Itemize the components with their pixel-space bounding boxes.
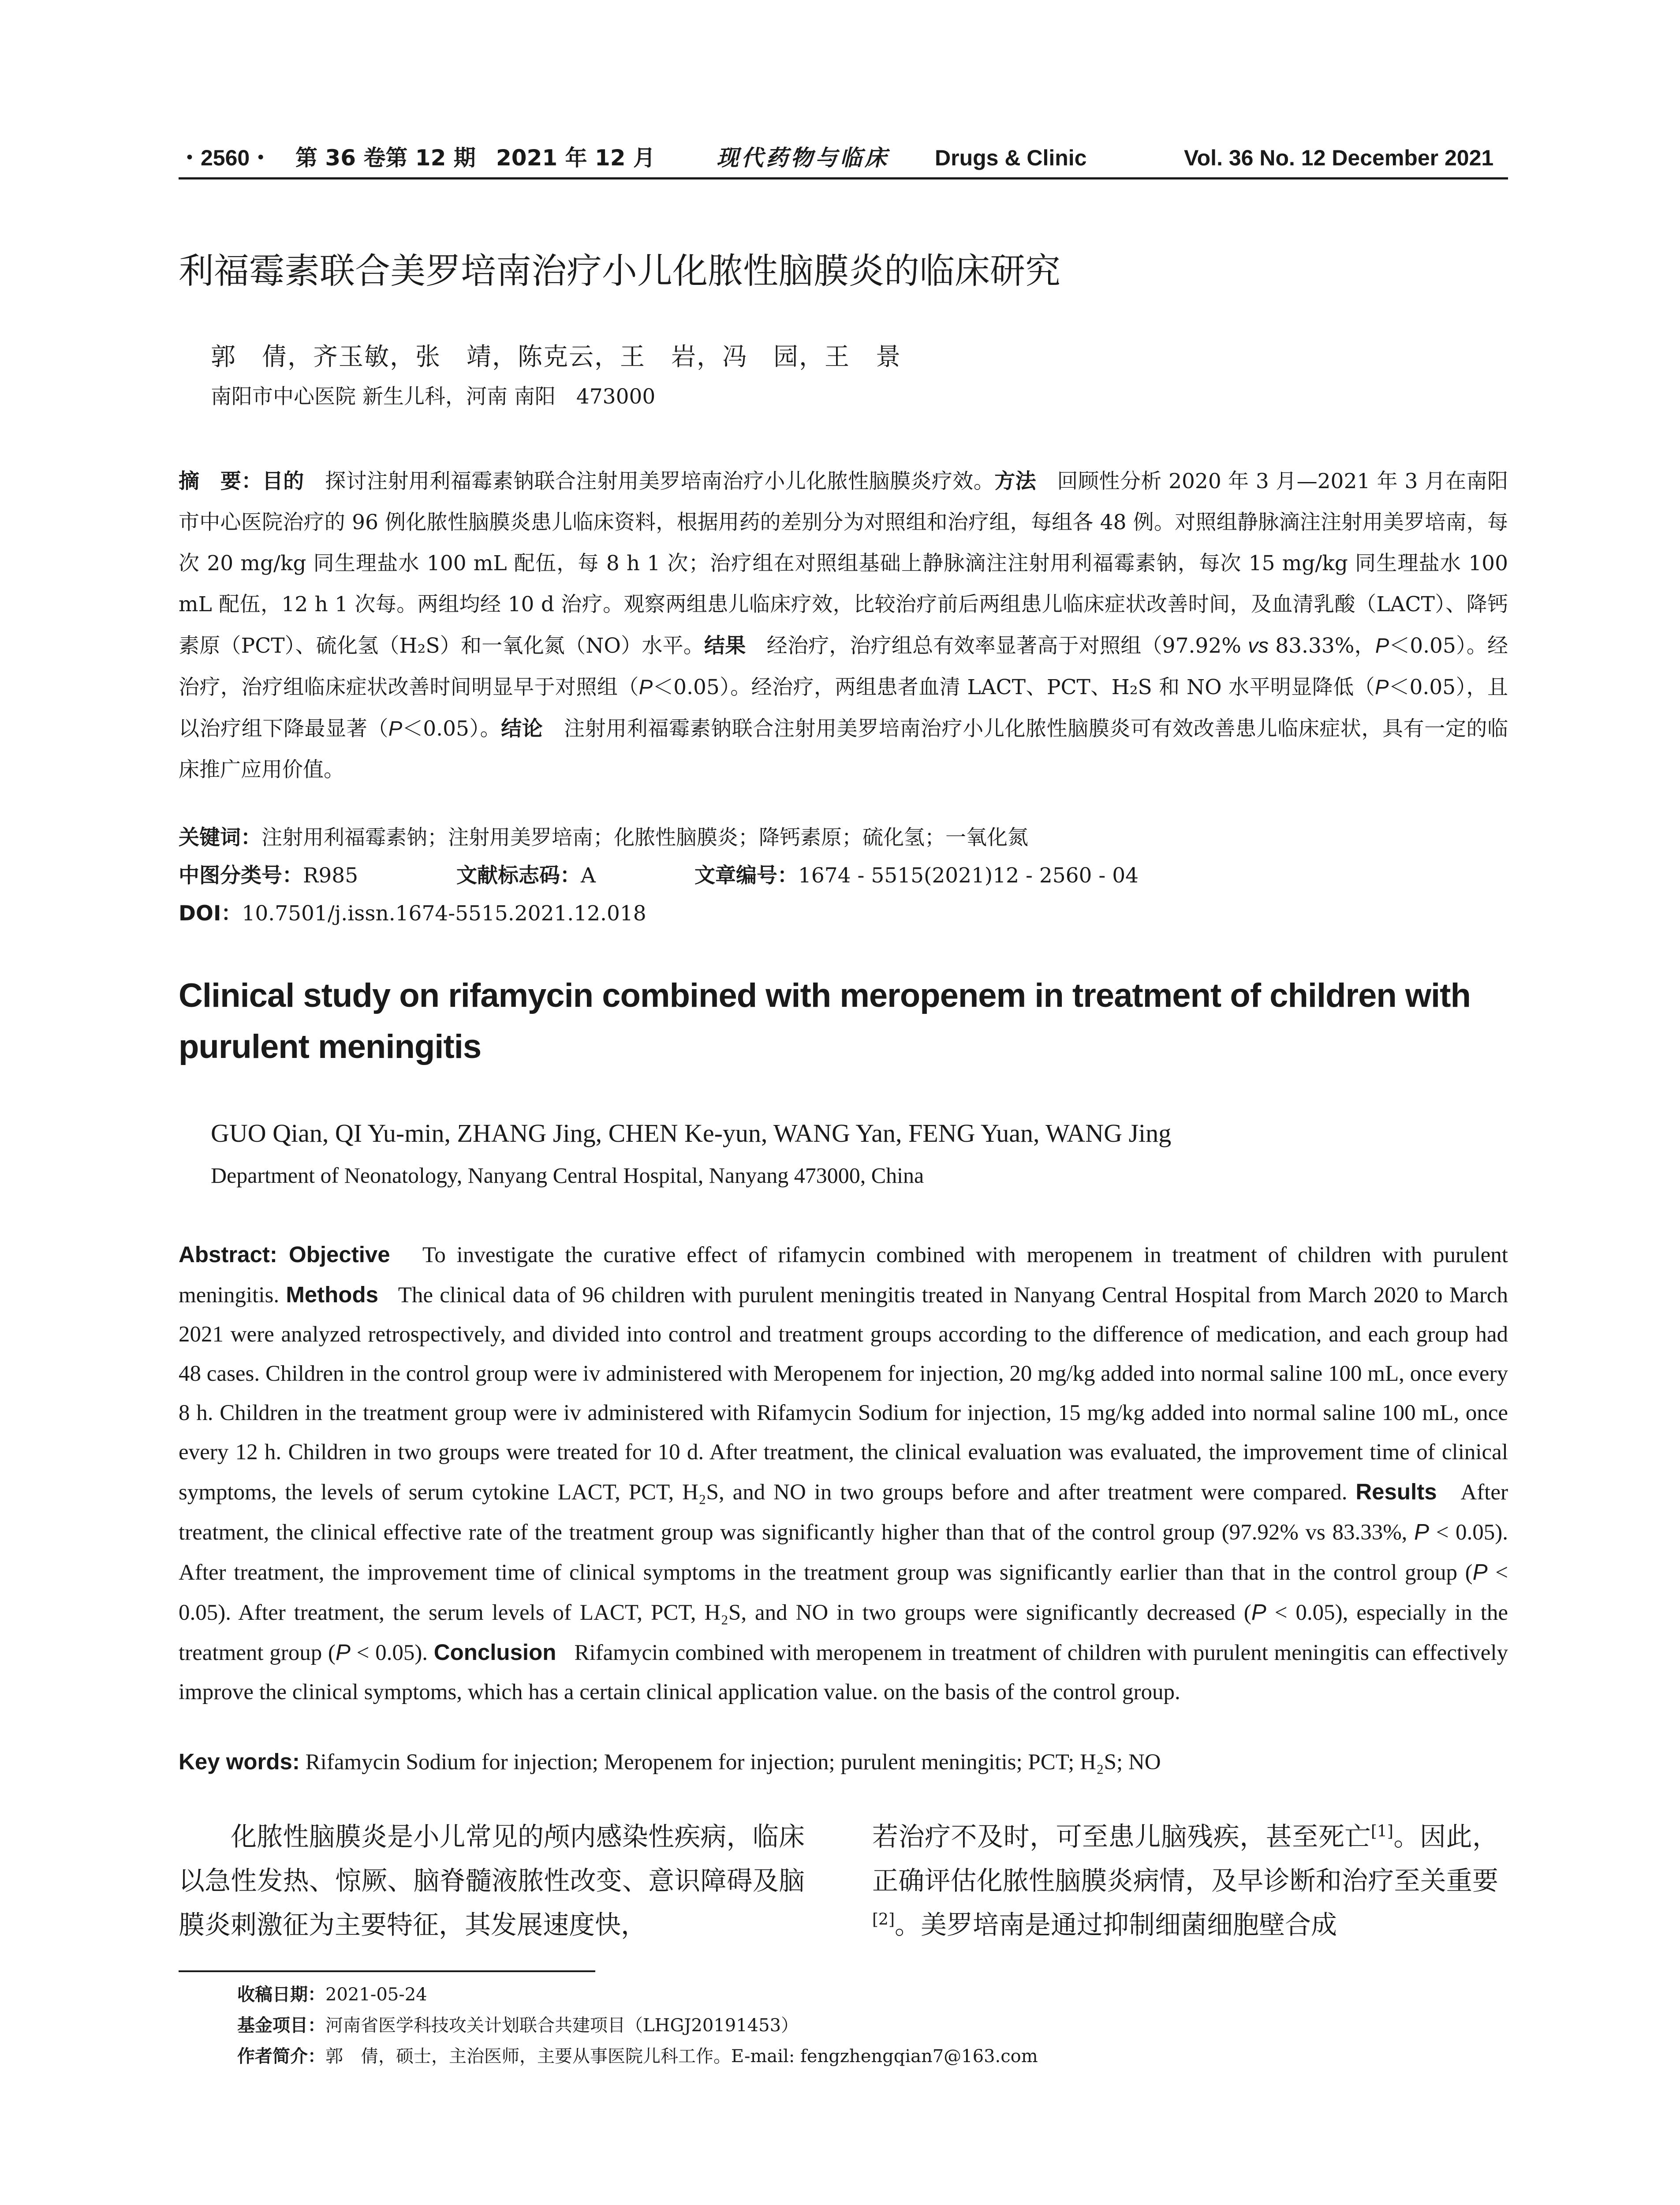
journal-name-cn: 现代药物与临床 <box>717 145 889 171</box>
body-column-left: 化脓性脑膜炎是小儿常见的颅内感染性疾病，临床以急性发热、惊厥、脑脊髓液脓性改变、意识障碍及脑膜炎刺激征为主要特征，其发展速度快， <box>179 1821 805 1940</box>
abstract-label-en: Abstract: Objective <box>179 1242 390 1267</box>
p-italic: P <box>1251 1600 1266 1625</box>
p-italic: P <box>1414 1519 1430 1544</box>
fund-text: 河南省医学科技攻关计划联合共建项目（LHGJ20191453） <box>325 2015 799 2036</box>
doi-label: DOI： <box>179 901 242 926</box>
methods-cn: 回顾性分析 2020 年 3 月—2021 年 3 月在南阳市中心医院治疗的 96 例化脓性脑膜炎患儿临床资料，根据用药的差别分为对照组和治疗组，每组各 48 例。对照组静脉滴注注射用美罗培南，每次 20 mg/kg 同生理盐水 100 mL 配伍，每 8 h 1 次；治疗组在对照组基础上静脉滴注注射用利福霉素钠，每次 15 mg/kg 同生理盐水 100 mL 配伍，12 h 1 次每。两组均经 10 d 治疗。观察两组患儿临床疗效，比较治疗前后两组患儿临床症状改善时间，及血清乳酸（LACT）、降钙素原（PCT）、硫化氢（H₂S）和一氧化氮（NO）水平。 <box>179 469 1508 658</box>
classification-line <box>179 857 1508 895</box>
abstract-en <box>179 1235 1508 1712</box>
reference-marker[interactable]: [2] <box>872 1910 895 1929</box>
clc-number <box>179 857 358 895</box>
abstract-label-cn: 摘 要： <box>179 469 262 493</box>
conclusion-cn: 注射用利福霉素钠联合注射用美罗培南治疗小儿化脓性脑膜炎可有效改善患儿临床症状，具有一定的临床推广应用价值。 <box>179 717 1508 782</box>
results-cn-part: 经治疗，治疗组总有效率显著高于对照组（97.92% <box>766 634 1241 658</box>
results-label-en: Results <box>1355 1479 1437 1504</box>
article-number <box>694 857 1139 895</box>
body-text: 若治疗不及时，可至患儿脑残疾，甚至死亡 <box>872 1821 1371 1852</box>
keywords-label-cn: 关键词： <box>179 826 261 850</box>
running-header <box>179 140 1508 176</box>
body-text: 。因此，正确评估化脓性脑膜炎病情，及早诊断和治疗至关重要 <box>872 1821 1498 1896</box>
conclusion-label-en: Conclusion <box>433 1640 556 1665</box>
results-cn-part: ＜0.05）。 <box>402 717 501 741</box>
page-number: ・2560・ <box>179 146 272 170</box>
results-cn-part: ＜0.05）。经治疗，治疗组临床症状改善时间明显早于对照组（ <box>179 634 1508 699</box>
clc-label: 中图分类号： <box>179 863 303 888</box>
keywords-label-en: Key words: <box>179 1749 300 1774</box>
clc-value: R985 <box>303 863 358 888</box>
doc-value: A <box>581 863 596 888</box>
received-label: 收稿日期： <box>237 1984 325 2005</box>
methods-en: The clinical data of 96 children with purulent meningitis treated in Nanyang Central Hospital from March 2020 to March 2021 were analyzed retrospectively, and divided into control and treatment groups according to the difference of medication, and each group had 48 cases. Children in the control group were iv administered with Meropenem for injection, 20 mg/kg added into normal saline 100 mL, once every 8 h. Children in the treatment group were iv administered with Rifamycin Sodium for injection, 15 mg/kg added into normal saline 100 mL, once every 12 h. Children in two groups were treated for 10 d. After treatment, the clinical evaluation was evaluated, the improvement time of clinical symptoms, the levels of serum cytokine LACT, PCT, H₂S, and NO in two groups before and after treatment were compared. <box>179 1283 1508 1505</box>
abstract-cn <box>179 461 1508 790</box>
results-cn-part: ＜0.05）。经治疗，两组患者血清 LACT、PCT、H₂S 和 NO 水平明显降低（ <box>653 675 1375 699</box>
affiliation-cn: 南阳市中心医院 新生儿科，河南 南阳 473000 <box>211 385 656 409</box>
p-italic: P <box>388 717 403 740</box>
author-text: 郭 倩，硕士，主治医师，主要从事医院儿科工作。E-mail: fengzhengqian7@163.com <box>325 2046 1038 2067</box>
footnote-fund <box>237 2010 799 2041</box>
results-label-cn: 结果 <box>704 634 746 658</box>
p-italic: P <box>335 1640 351 1665</box>
keywords-text-cn: 注射用利福霉素钠；注射用美罗培南；化脓性脑膜炎；降钙素原；硫化氢；一氧化氮 <box>261 826 1028 850</box>
methods-label-cn: 方法 <box>994 469 1037 493</box>
keywords-en <box>179 1742 1508 1782</box>
doc-label: 文献标志码： <box>456 863 581 888</box>
issue-en: Vol. 36 No. 12 December 2021 <box>1184 146 1494 170</box>
conclusion-en: Rifamycin combined with meropenem in treatment of children with purulent meningitis can effectively improve the clinical symptoms, which has a certain clinical application value. on the basis of the control group. <box>179 1641 1508 1704</box>
objective-en: To investigate the curative effect of rifamycin combined with meropenem in treatment of children with purulent meningitis. <box>179 1243 1508 1308</box>
document-code <box>456 857 596 895</box>
issue-cn: 第 36 卷第 12 期 <box>295 145 476 171</box>
p-italic: P <box>1472 1559 1488 1585</box>
conclusion-label-cn: 结论 <box>501 717 543 741</box>
footnote-author <box>237 2041 1038 2072</box>
article-label: 文章编号： <box>694 863 798 888</box>
fund-label: 基金项目： <box>237 2015 325 2036</box>
footnote-received <box>237 1979 427 2010</box>
objective-label-cn: 目的 <box>262 469 304 493</box>
doi-value: 10.7501/j.issn.1674-5515.2021.12.018 <box>242 901 646 926</box>
journal-name-en: Drugs & Clinic <box>935 146 1087 170</box>
authors-en: GUO Qian, QI Yu-min, ZHANG Jing, CHEN Ke-yun, WANG Yan, FENG Yuan, WANG Jing <box>211 1119 1172 1147</box>
body-text: 。美罗培南是通过抑制细菌细胞壁合成 <box>895 1910 1337 1940</box>
doi-line <box>179 895 1508 933</box>
author-label: 作者简介： <box>237 2046 325 2067</box>
header-rule <box>179 177 1508 179</box>
results-en-part: After treatment, the clinical effective rate of the treatment group was significantly higher than that of the control group (97.92% vs 83.33%, <box>179 1480 1508 1545</box>
objective-cn: 探讨注射用利福霉素钠联合注射用美罗培南治疗小儿化脓性脑膜炎疗效。 <box>325 469 995 493</box>
footnote-rule <box>179 1970 595 1972</box>
p-italic: P <box>638 675 653 699</box>
p-italic: P <box>1375 634 1389 657</box>
results-cn-part: ＜0.05），且以治疗组下降最显著（ <box>179 675 1508 741</box>
vs-italic: vs <box>1248 634 1269 657</box>
p-italic: P <box>1375 675 1389 699</box>
results-en-part: < 0.05). After treatment, the serum levels of LACT, PCT, H₂S, and NO in two groups were significantly decreased ( <box>179 1560 1508 1625</box>
title-en: Clinical study on rifamycin combined with meropenem in treatment of children with purulent meningitis <box>179 977 1471 1065</box>
date-cn: 2021 年 12 月 <box>496 145 655 171</box>
received-date: 2021-05-24 <box>325 1984 427 2005</box>
results-en-part: < 0.05). After treatment, the improvement time of clinical symptoms in the treatment group was significantly earlier than that in the control group ( <box>179 1520 1508 1585</box>
title-cn: 利福霉素联合美罗培南治疗小儿化脓性脑膜炎的临床研究 <box>179 250 1060 292</box>
results-en-part: < 0.05), especially in the treatment group ( <box>179 1600 1508 1665</box>
authors-cn: 郭 倩，齐玉敏，张 靖，陈克云，王 岩，冯 园，王 景 <box>211 343 901 371</box>
article-value: 1674 - 5515(2021)12 - 2560 - 04 <box>798 863 1139 888</box>
methods-label-en: Methods <box>286 1282 378 1307</box>
keywords-cn <box>179 819 1508 857</box>
body-column-right <box>872 1815 1498 1947</box>
reference-marker[interactable]: [1] <box>1370 1822 1393 1841</box>
keywords-text-en: Rifamycin Sodium for injection; Meropenem for injection; purulent meningitis; PCT; H₂S; NO <box>305 1750 1161 1775</box>
results-en-part: < 0.05). <box>356 1641 428 1665</box>
results-cn-part: 83.33%， <box>1275 634 1375 658</box>
affiliation-en: Department of Neonatology, Nanyang Central Hospital, Nanyang 473000, China <box>211 1163 924 1188</box>
